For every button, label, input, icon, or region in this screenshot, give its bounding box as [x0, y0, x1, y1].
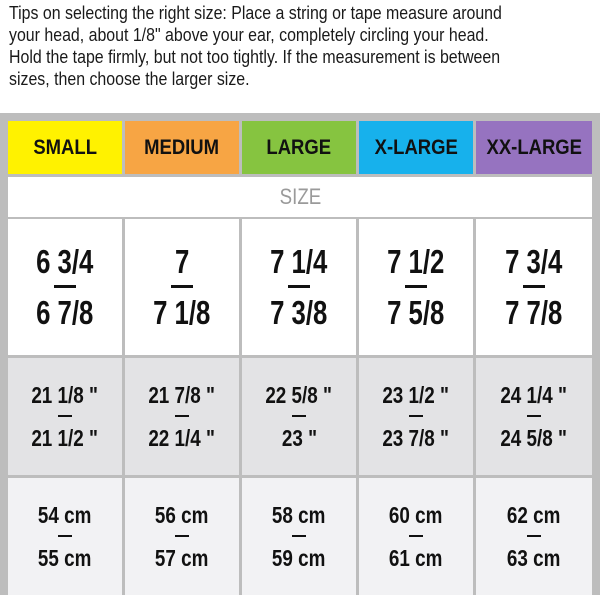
- range-dash: [58, 415, 72, 417]
- range-dash: [523, 285, 545, 288]
- tips-line: your head, about 1/8" above your ear, completely circling your head.: [9, 24, 489, 45]
- header-medium: [125, 121, 239, 174]
- inches-cell-medium: [125, 358, 239, 475]
- inches-from: 23 1/2 ": [382, 382, 450, 408]
- header-medium-label: MEDIUM: [144, 135, 220, 159]
- inches-cell-xlarge: [359, 358, 473, 475]
- inches-to: 22 1/4 ": [148, 425, 216, 451]
- cm-from: 60 cm: [389, 502, 443, 528]
- range-dash: [58, 535, 72, 537]
- tips-line: sizes, then choose the larger size.: [9, 68, 250, 89]
- inches-from: 24 1/4 ": [500, 382, 568, 408]
- header-xxlarge: [476, 121, 592, 174]
- range-dash: [175, 415, 189, 417]
- hat-size-to: 7 5/8: [387, 293, 445, 331]
- cm-cell-xxlarge: [476, 478, 592, 595]
- cm-cell-small: [8, 478, 122, 595]
- size-tips: [9, 2, 515, 90]
- size-label-row: [8, 177, 592, 217]
- header-xlarge-label: X-LARGE: [374, 135, 458, 159]
- range-dash: [54, 285, 76, 288]
- range-dash: [527, 535, 541, 537]
- header-xlarge: [359, 121, 473, 174]
- header-small: [8, 121, 122, 174]
- cm-to: 59 cm: [272, 545, 326, 571]
- inches-to: 24 5/8 ": [500, 425, 568, 451]
- inches-to: 21 1/2 ": [31, 425, 99, 451]
- size-chart-table: [0, 113, 600, 595]
- cm-from: 58 cm: [272, 502, 326, 528]
- hat-size-from: 7 3/4: [505, 242, 563, 280]
- hat-size-cell-small: [8, 219, 122, 355]
- inches-cell-small: [8, 358, 122, 475]
- inches-cell-large: [242, 358, 356, 475]
- inches-to: 23 ": [281, 425, 317, 451]
- hat-size-from: 7 1/4: [270, 242, 328, 280]
- hat-size-cell-large: [242, 219, 356, 355]
- header-large: [242, 121, 356, 174]
- size-label: SIZE: [279, 184, 321, 209]
- hat-size-cell-xlarge: [359, 219, 473, 355]
- hat-size-to: 7 7/8: [505, 293, 563, 331]
- inches-cell-xxlarge: [476, 358, 592, 475]
- range-dash: [288, 285, 310, 288]
- hat-size-to: 6 7/8: [36, 293, 94, 331]
- header-small-label: SMALL: [33, 135, 97, 159]
- inches-to: 23 7/8 ": [382, 425, 450, 451]
- cm-cell-xlarge: [359, 478, 473, 595]
- cm-cell-large: [242, 478, 356, 595]
- hat-size-cell-medium: [125, 219, 239, 355]
- cm-to: 57 cm: [155, 545, 209, 571]
- hat-size-to: 7 1/8: [153, 293, 211, 331]
- range-dash: [405, 285, 427, 288]
- cm-to: 63 cm: [507, 545, 561, 571]
- cm-cell-medium: [125, 478, 239, 595]
- header-xxlarge-label: XX-LARGE: [486, 135, 582, 159]
- range-dash: [292, 415, 306, 417]
- hat-size-from: 7: [174, 242, 190, 280]
- cm-from: 56 cm: [155, 502, 209, 528]
- inches-from: 21 1/8 ": [31, 382, 99, 408]
- tips-line: Hold the tape firmly, but not too tightly. If the measurement is between: [9, 46, 501, 67]
- range-dash: [171, 285, 193, 288]
- hat-size-to: 7 3/8: [270, 293, 328, 331]
- range-dash: [292, 535, 306, 537]
- inches-from: 21 7/8 ": [148, 382, 216, 408]
- tips-line: Tips on selecting the right size: Place a string or tape measure around: [9, 2, 502, 23]
- range-dash: [409, 535, 423, 537]
- cm-to: 61 cm: [389, 545, 443, 571]
- range-dash: [409, 415, 423, 417]
- inches-from: 22 5/8 ": [265, 382, 333, 408]
- hat-size-from: 6 3/4: [36, 242, 94, 280]
- hat-size-from: 7 1/2: [387, 242, 445, 280]
- cm-from: 62 cm: [507, 502, 561, 528]
- hat-size-cell-xxlarge: [476, 219, 592, 355]
- range-dash: [527, 415, 541, 417]
- cm-to: 55 cm: [38, 545, 92, 571]
- cm-from: 54 cm: [38, 502, 92, 528]
- range-dash: [175, 535, 189, 537]
- header-large-label: LARGE: [266, 135, 332, 159]
